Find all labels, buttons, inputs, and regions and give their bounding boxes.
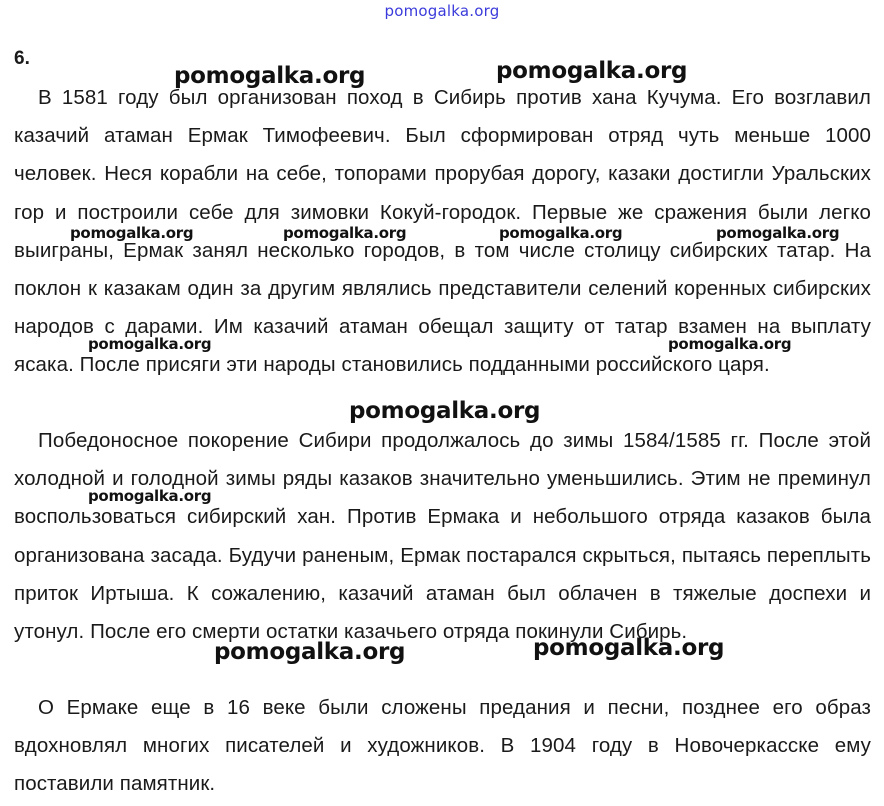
watermark: pomogalka.org: [88, 487, 212, 505]
watermark: pomogalka.org: [499, 224, 623, 242]
watermark: pomogalka.org: [88, 335, 212, 353]
watermark: pomogalka.org: [349, 398, 541, 424]
watermark: pomogalka.org: [716, 224, 840, 242]
watermark: pomogalka.org: [70, 224, 194, 242]
watermark: pomogalka.org: [283, 224, 407, 242]
watermark: pomogalka.org: [174, 63, 366, 89]
watermark: pomogalka.org: [668, 335, 792, 353]
paragraph-1: В 1581 году был организован поход в Сибирь против хана Кучума. Его возглавил казачий атаман Ермак Тимофеевич. Был сформирован отряд чуть меньше 1000 человек. Неся корабли на себе, топорами прорубая дорогу, казаки достигли Уральских гор и построили себе для зимовки Кокуй-городок. Первые же сражения были легко выиграны, Ермак занял несколько городов, в том числе столицу сибирских татар. На поклон к казакам один за другим являлись представители селений коренных сибирских народов с дарами. Им казачий атаман обещал защиту от татар взамен на выплату ясака. После присяги эти народы становились подданными российского царя.: [14, 86, 871, 377]
paragraph-3: О Ермаке еще в 16 веке были сложены предания и песни, позднее его образ вдохновлял многих писателей и художников. В 1904 году в Новочеркасске ему поставили памятник.: [14, 696, 871, 796]
task-number: 6.: [14, 48, 30, 69]
watermark: pomogalka.org: [214, 639, 406, 665]
site-header-watermark: pomogalka.org: [384, 2, 500, 20]
watermark: pomogalka.org: [533, 635, 725, 661]
watermark: pomogalka.org: [496, 58, 688, 84]
paragraph-2: Победоносное покорение Сибири продолжалось до зимы 1584/1585 гг. После этой холодной и голодной зимы ряды казаков значительно уменьшились. Этим не преминул воспользоваться сибирский хан. Против Ермака и небольшого отряда казаков была организована засада. Будучи раненым, Ермак постарался скрыться, пытаясь переплыть приток Иртыша. К сожалению, казачий атаман был облачен в тяжелые доспехи и утонул. После его смерти остатки казачьего отряда покинули Сибирь.: [14, 429, 871, 644]
